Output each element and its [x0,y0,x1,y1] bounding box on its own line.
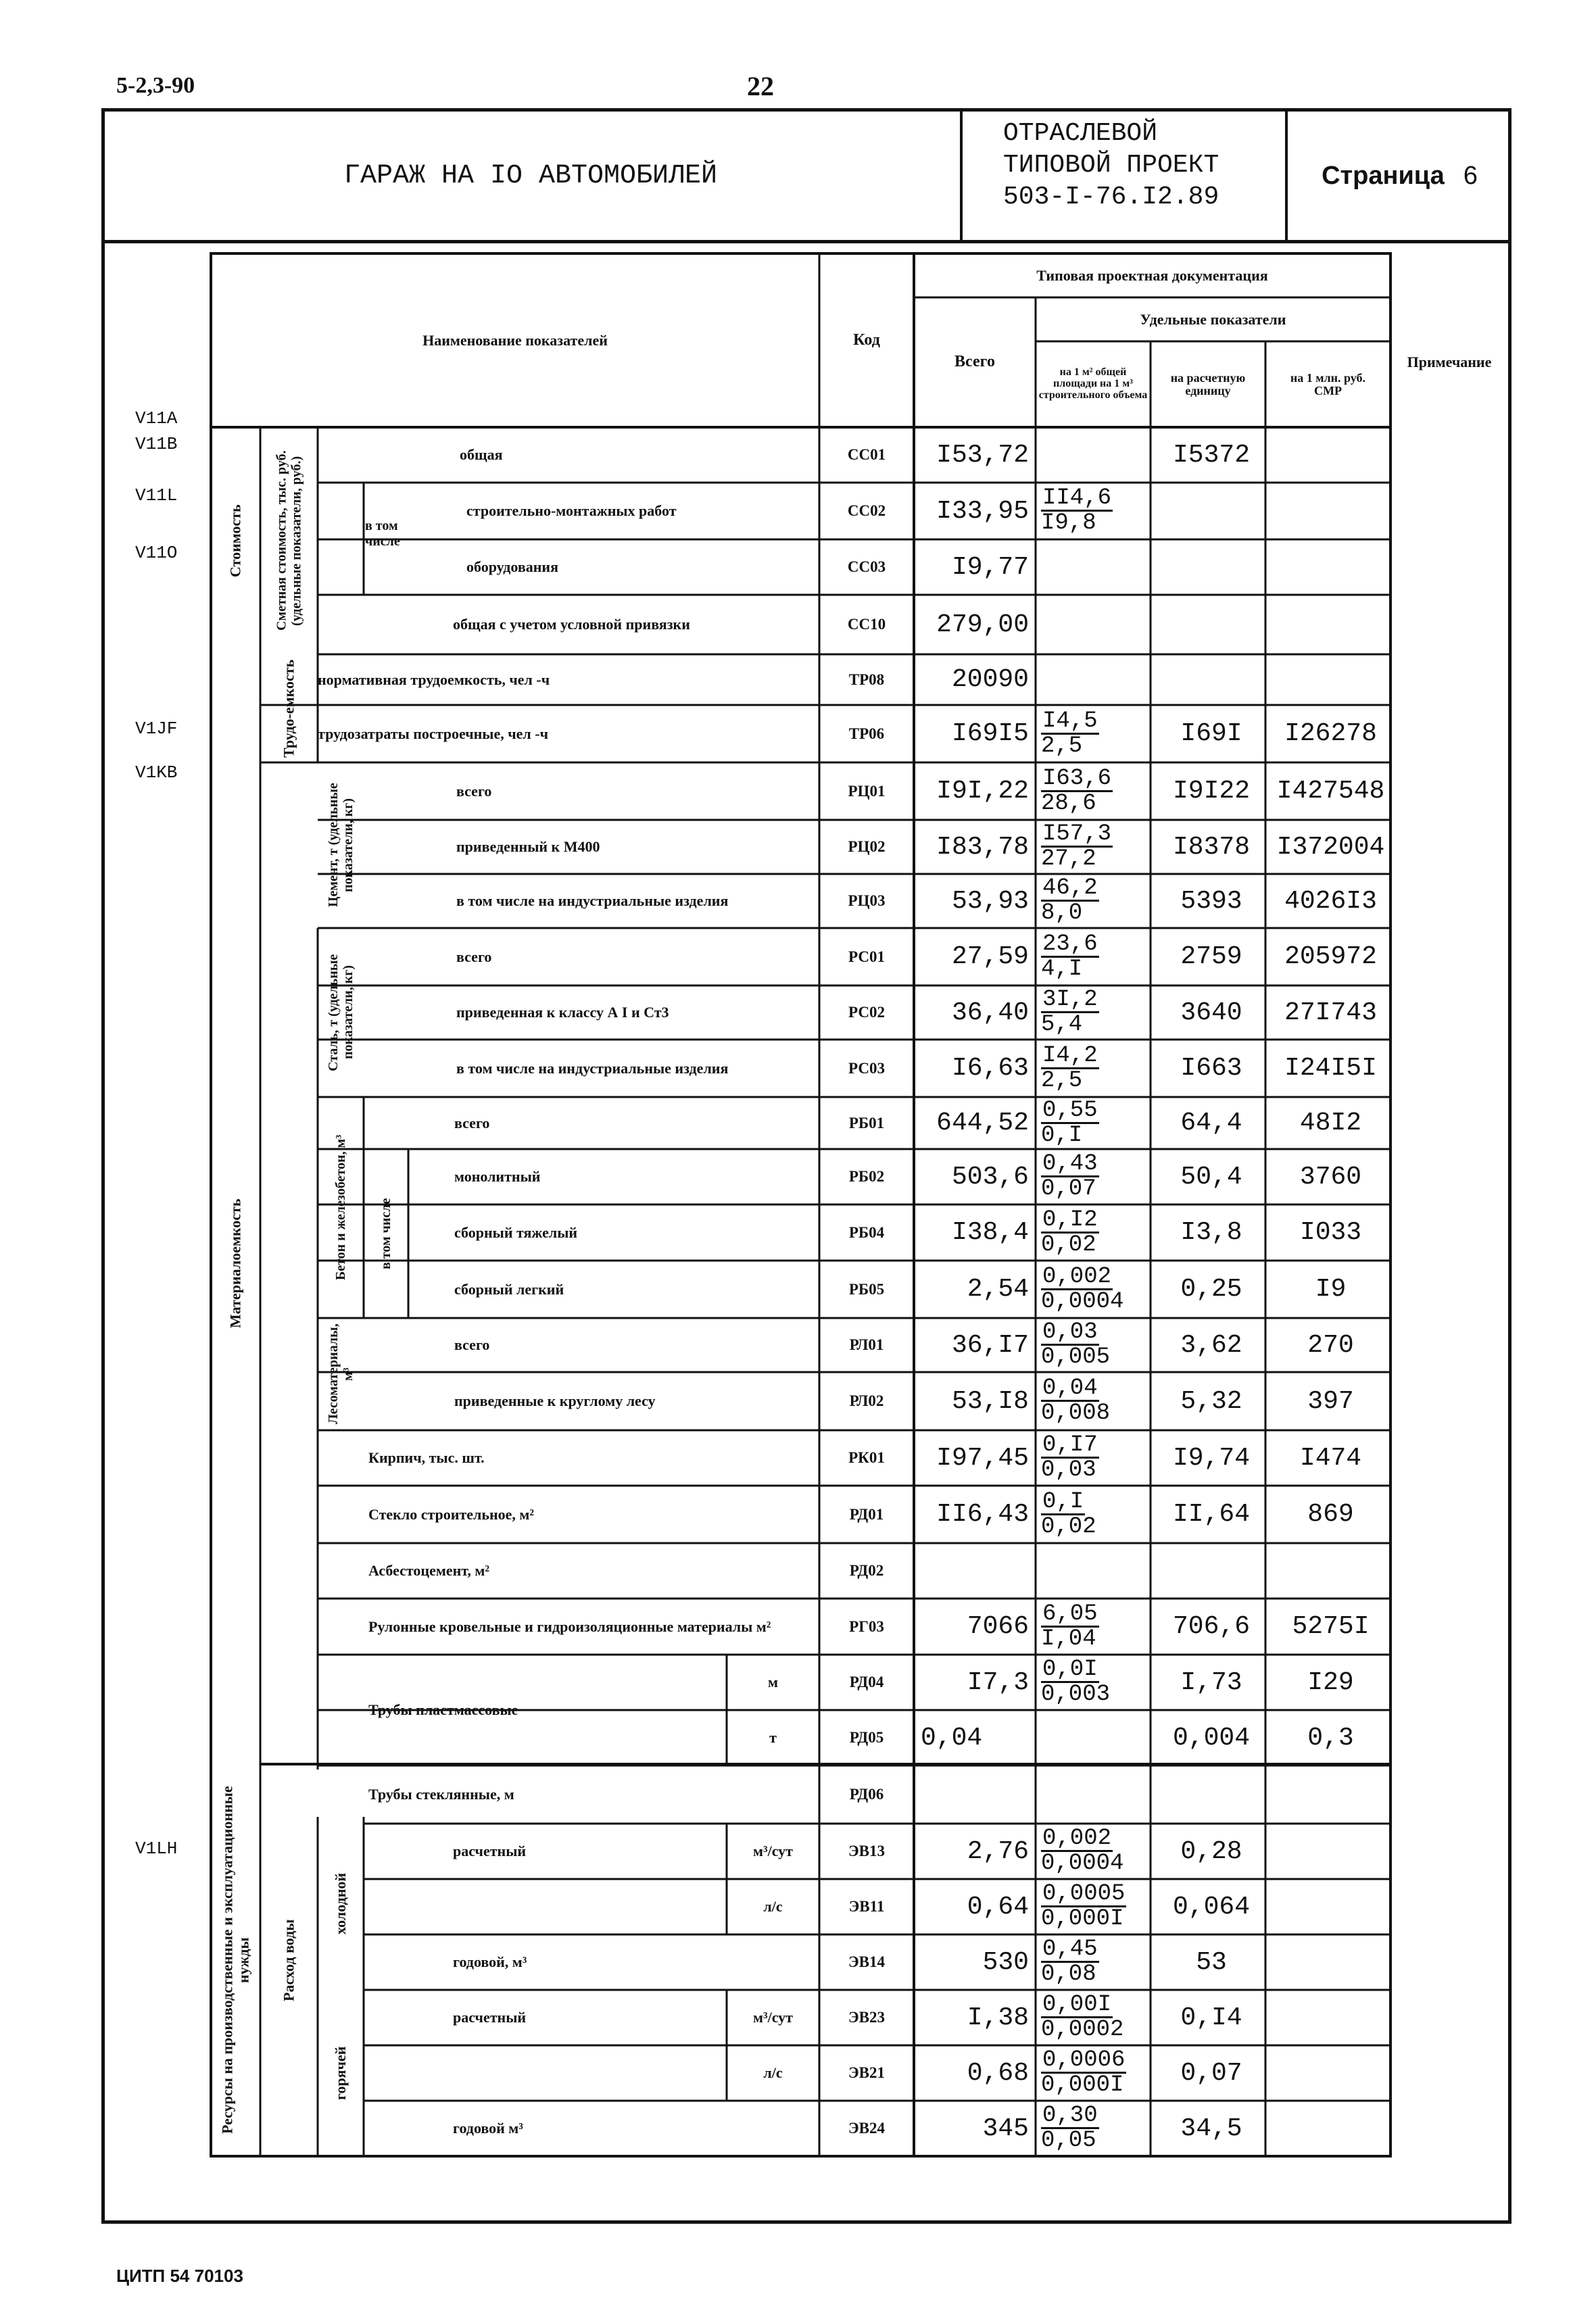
fraction-denominator: 2,5 [1041,733,1083,759]
row-per-mln: 5275I [1292,1612,1370,1641]
row-label: нормативная трудоемкость, чел -ч [318,671,550,688]
institute-stamp: ЦИТП 54 70103 [116,2266,243,2286]
row-per-unit: I,73 [1180,1667,1242,1697]
row-code: ТР06 [848,725,885,742]
group-cost: Стоимость [226,504,244,577]
row-total: 36,40 [951,998,1029,1027]
row-per-mln: 48I2 [1299,1108,1362,1138]
fraction-denominator: 5,4 [1041,1012,1083,1038]
row-total: 530 [982,1947,1029,1977]
row-per-mln: I033 [1299,1218,1362,1247]
page-value: 6 [1463,161,1478,190]
row-code: РД06 [849,1786,884,1803]
row-per-unit: 34,5 [1180,2114,1242,2143]
row-label: общая с учетом условной привязки [453,616,690,633]
row-code: ТР08 [848,671,885,688]
calc-cold-label: расчетный [453,1843,527,1859]
row-per-mln: 0,3 [1307,1723,1354,1753]
row-per-mln: I474 [1299,1443,1362,1473]
row-code: РЛ02 [849,1392,884,1409]
header-total: Всего [954,353,995,371]
row-per-m2-fraction [1041,1152,1099,1200]
row-per-unit [1157,595,1265,654]
row-total: 2,54 [967,1275,1029,1304]
fraction-numerator: 0,I7 [1042,1432,1098,1458]
fraction-denominator: 0,05 [1041,2128,1096,2153]
row-per-m2-fraction [1041,1603,1099,1651]
row-label: Стекло строительное, м² [368,1505,535,1523]
fraction-denominator: 0,07 [1041,1176,1096,1202]
row-per-mln [1271,1543,1391,1599]
row-per-mln: 270 [1307,1330,1354,1360]
fraction-denominator: 0,008 [1041,1400,1111,1426]
row-per-m2-fraction [1041,988,1099,1036]
row-total: I69I5 [951,719,1029,748]
fraction-denominator: 0,02 [1041,1513,1096,1540]
pipes-plastic-label: Трубы пластмассовые [368,1701,518,1718]
row-code: ЭВ23 [848,2009,885,2026]
fraction-numerator: 0,45 [1042,1936,1098,1962]
row-per-unit: I9,74 [1172,1443,1251,1473]
row-per-mln: I9 [1315,1275,1347,1304]
row-label: м³/сут [753,1843,793,1859]
row-per-m2-fraction [1041,877,1099,925]
row-code: РС03 [848,1059,885,1077]
side-mark-4: V11O [135,543,178,563]
row-label: всего [456,948,492,965]
row-total: 53,93 [951,886,1029,916]
row-per-mln: 205972 [1284,942,1377,971]
row-per-m2-fraction [1041,1321,1110,1369]
header-code: Код [853,331,880,349]
fraction-numerator: 0,0005 [1042,1881,1126,1907]
header-per-unit: на расчетную единицу [1170,370,1246,397]
row-per-unit [1157,654,1265,705]
fraction-denominator: 0,0004 [1041,1851,1124,1876]
header-specific: Удельные показатели [1140,310,1286,328]
row-label: Кирпич, тыс. шт. [368,1449,485,1466]
row-label: строительно-монтажных работ [466,502,677,519]
row-total: I9,77 [951,552,1029,582]
row-code: РБ02 [848,1168,885,1185]
row-per-unit: II,64 [1172,1500,1251,1529]
header-per-mln: на 1 млн. руб. СМР [1290,370,1366,397]
fraction-denominator: 0,0002 [1041,2017,1124,2043]
row-label: всего [456,782,492,800]
row-code: ЭВ21 [848,2064,885,2081]
row-per-mln: 3760 [1299,1162,1362,1192]
page-number: 22 [747,71,774,101]
row-total: I83,78 [936,832,1029,862]
row-per-m2-fraction [1041,1490,1096,1538]
fraction-numerator: II4,6 [1042,485,1112,511]
row-per-mln: 397 [1307,1386,1354,1416]
row-per-mln [1271,1765,1391,1824]
row-per-unit: I69I [1180,719,1242,748]
group-cold: холодной [331,1872,349,1934]
fraction-numerator: 0,00I [1042,1992,1112,2018]
fraction-denominator: 0,I [1041,1122,1083,1148]
row-per-unit: 2759 [1180,942,1242,971]
row-code: ЭВ11 [848,1898,885,1915]
row-per-m2-fraction [1041,1377,1110,1425]
group-steel: Сталь, т (удельные показатели, кг) [326,954,356,1071]
row-code: РЦ03 [848,892,886,909]
fraction-denominator: 0,005 [1041,1344,1111,1370]
row-total: 20090 [951,665,1029,694]
row-total: I33,95 [936,496,1029,526]
row-per-m2-fraction [1041,1882,1126,1930]
row-per-mln [1271,1934,1391,1990]
side-mark-2: V11B [135,434,178,454]
row-per-m2-fraction [1041,933,1099,981]
row-label: оборудования [466,558,558,575]
row-label: монолитный [454,1168,541,1185]
row-total: 0,68 [967,2058,1029,2088]
row-total: 2,76 [967,1836,1029,1866]
row-per-mln: I29 [1307,1667,1354,1697]
row-total: I9I,22 [936,777,1029,806]
row-total: 279,00 [936,610,1029,639]
row-per-mln: I427548 [1276,777,1385,806]
fraction-numerator: 46,2 [1042,875,1098,901]
document-title: ГАРАЖ НА IO АВТОМОБИЛЕЙ [343,160,718,191]
fraction-denominator: 27,2 [1041,846,1096,872]
side-mark-5: V1JF [135,718,178,739]
row-code: РБ04 [848,1223,885,1241]
row-code: РС02 [848,1004,885,1021]
row-label: приведенные к круглому лесу [454,1392,656,1409]
group-water: Расход воды [280,1919,297,2001]
fraction-denominator: 28,6 [1041,790,1096,817]
row-label: Рулонные кровельные и гидроизоляционные материалы м² [368,1617,771,1635]
row-per-unit: 3640 [1180,998,1242,1027]
row-total: 7066 [967,1612,1029,1641]
group-labor: Трудо-емкость [280,659,297,758]
row-per-m2-fraction [1041,1658,1110,1706]
row-per-unit: 0,004 [1172,1723,1251,1753]
fraction-numerator: 0,03 [1042,1319,1098,1345]
row-label: м [768,1674,778,1690]
calc-hot-label: расчетный [453,2009,527,2026]
row-code: РБ05 [848,1280,885,1298]
row-label: в том числе на индустриальные изделия [456,892,729,909]
header-typical: Типовая проектная документация [1036,266,1268,284]
row-per-unit: 0,25 [1180,1275,1242,1304]
group-hot: горячей [331,2046,349,2100]
row-label: Трубы стеклянные, м [368,1786,514,1803]
row-per-unit: 0,I4 [1180,2003,1242,2032]
row-per-unit: 5393 [1180,886,1242,916]
row-code: РГ03 [849,1617,884,1635]
row-per-unit: I5372 [1172,440,1251,470]
row-label: т [769,1729,777,1746]
row-total [914,1543,1029,1599]
fraction-numerator: 0,0006 [1042,2047,1126,2073]
fraction-numerator: I63,6 [1042,765,1112,791]
group-cement: Цемент, т (удельные показатели, кг) [326,783,356,908]
row-label: общая [460,446,503,463]
row-per-m2-fraction [1041,487,1113,535]
row-total: I6,63 [951,1054,1029,1083]
row-code: СС02 [847,502,886,519]
row-code: РД04 [849,1674,884,1690]
row-per-mln [1271,1990,1391,2045]
row-label: м³/сут [753,2009,793,2026]
row-per-m2-fraction [1041,1993,1123,2041]
header-name: Наименование показателей [422,331,608,349]
row-per-unit [1157,539,1265,595]
fraction-denominator: I9,8 [1041,510,1096,536]
row-per-unit: 0,064 [1172,1892,1251,1922]
fraction-denominator: 0,03 [1041,1457,1096,1483]
row-per-m2-fraction [1041,710,1099,758]
row-per-unit: 706,6 [1172,1612,1251,1641]
fraction-numerator: 0,0I [1042,1657,1098,1682]
row-per-m2-fraction [1041,1434,1099,1482]
row-code: СС03 [847,558,886,575]
group-estimate: Сметная стоимость, тыс. руб. (удельные показатели, руб.) [274,450,304,631]
row-total: I38,4 [951,1218,1029,1247]
row-total: I97,45 [936,1443,1029,1473]
row-total [914,1765,1029,1824]
estimate-incl-label: в том числе [365,518,400,549]
row-total: 644,52 [936,1108,1029,1138]
row-code: СС01 [847,446,886,463]
row-per-m2-fraction [1041,1938,1099,1986]
fraction-numerator: 3I,2 [1042,987,1098,1013]
fraction-numerator: I4,5 [1042,708,1098,734]
row-per-unit: 0,28 [1180,1836,1242,1866]
row-per-unit: I3,8 [1180,1218,1242,1247]
row-per-unit [1157,1765,1265,1824]
row-per-unit: 53 [1196,1947,1227,1977]
fraction-denominator: 0,000I [1041,2072,1124,2098]
fraction-denominator: 4,I [1041,956,1083,982]
row-per-mln [1271,539,1391,595]
sheet-code: 5-2,3-90 [116,73,195,98]
row-label: Асбестоцемент, м² [368,1562,489,1579]
row-total: 0,64 [967,1892,1029,1922]
row-per-unit [1157,1543,1265,1599]
side-mark-1: V11A [135,408,178,429]
row-per-unit: I663 [1180,1054,1242,1083]
row-total: 0,04 [921,1723,983,1753]
group-incl-concrete: в том числе [379,1198,393,1269]
header-note: Примечание [1407,354,1492,371]
fraction-numerator: 0,04 [1042,1375,1098,1401]
row-label: л/с [763,1898,783,1915]
row-per-mln [1271,483,1391,539]
row-code: ЭВ13 [848,1843,885,1859]
row-label: л/с [763,2064,783,2081]
row-per-mln [1271,2045,1391,2101]
group-concrete: Бетон и железобетон, м³ [333,1134,348,1281]
fraction-denominator: 0,08 [1041,1961,1096,1987]
fraction-numerator: I4,2 [1042,1042,1098,1069]
row-code: СС10 [847,616,886,633]
side-mark-3: V11L [135,485,178,506]
row-label: приведенная к классу А I и Ст3 [456,1004,669,1021]
row-per-mln [1271,427,1391,483]
row-code: ЭВ14 [848,1953,885,1970]
group-resources: Ресурсы на производственные и эксплуатационные нужды [218,1786,252,2135]
row-per-m2-fraction [1041,1044,1099,1092]
row-code: РД02 [849,1562,884,1579]
row-per-mln: I24I5I [1284,1054,1377,1083]
row-per-m2-fraction [1041,1265,1123,1313]
row-total: 27,59 [951,942,1029,971]
row-total: 36,I7 [951,1330,1029,1360]
fraction-numerator: I57,3 [1042,821,1112,847]
row-per-unit [1157,483,1265,539]
row-per-unit: 50,4 [1180,1162,1242,1192]
row-per-mln: 4026I3 [1284,886,1377,916]
row-per-mln [1271,1824,1391,1879]
row-label: приведенный к М400 [456,838,600,855]
row-per-mln: I26278 [1284,719,1377,748]
row-per-unit: I9I22 [1172,777,1251,806]
row-code: ЭВ24 [848,2120,885,2137]
row-per-m2-fraction [1041,1099,1099,1147]
row-per-mln: 869 [1307,1500,1354,1529]
row-per-mln: I372004 [1276,832,1385,862]
row-code: РК01 [848,1449,885,1466]
row-code: РД05 [849,1729,884,1746]
fraction-numerator: 0,002 [1042,1826,1112,1851]
fraction-denominator: 0,0004 [1041,1288,1124,1315]
fraction-denominator: 2,5 [1041,1067,1083,1094]
row-code: РЦ01 [848,782,886,800]
row-total: 345 [982,2114,1029,2143]
row-per-unit: 0,07 [1180,2058,1242,2088]
row-code: РС01 [848,948,885,965]
row-per-m2-fraction [1041,823,1113,871]
fraction-numerator: 0,I2 [1042,1207,1098,1233]
row-label: годовой, м³ [453,1953,527,1970]
row-label: в том числе на индустриальные изделия [456,1059,729,1077]
row-per-unit: 5,32 [1180,1386,1242,1416]
row-label: сборный тяжелый [454,1223,578,1241]
fraction-numerator: 0,002 [1042,1263,1112,1290]
fraction-numerator: 0,30 [1042,2103,1098,2128]
project-line-2: ТИПОВОЙ ПРОЕКТ [1003,151,1219,180]
fraction-denominator: 0,000I [1041,1906,1124,1932]
row-label: годовой м³ [453,2120,523,2137]
group-timber: Лесоматериалы, м³ [326,1323,356,1425]
row-per-m2-fraction [1041,2104,1099,2152]
fraction-denominator: 0,003 [1041,1682,1111,1707]
project-line-1: ОТРАСЛЕВОЙ [1003,119,1158,148]
row-code: РЛ01 [849,1336,884,1353]
row-total: 503,6 [951,1162,1029,1192]
header-per-m2: на 1 м² общей площади на 1 м³ строительного объема [1038,366,1148,401]
side-mark-6: V1KB [135,762,178,783]
group-materials: Материалоемкость [226,1198,244,1328]
row-per-m2-fraction [1041,2049,1126,2097]
row-per-unit: 3,62 [1180,1330,1242,1360]
fraction-denominator: I,04 [1041,1626,1096,1652]
row-label: всего [454,1114,490,1131]
fraction-denominator: 8,0 [1041,900,1083,926]
row-label: сборный легкий [454,1280,564,1298]
row-per-mln [1271,1879,1391,1934]
row-total: I,38 [967,2003,1029,2032]
row-per-mln [1271,2101,1391,2156]
row-per-m2-fraction [1041,767,1113,815]
row-per-m2-fraction [1041,1827,1123,1875]
row-label: всего [454,1336,490,1353]
project-line-3: 503-I-76.I2.89 [1003,182,1219,212]
fraction-numerator: 23,6 [1042,931,1098,957]
row-total: 53,I8 [951,1386,1029,1416]
row-total: I53,72 [936,440,1029,470]
row-per-unit: 64,4 [1180,1108,1242,1138]
fraction-numerator: 6,05 [1042,1601,1098,1627]
row-total: II6,43 [936,1500,1029,1529]
row-code: РБ01 [848,1114,885,1131]
row-code: РД01 [849,1505,884,1523]
fraction-numerator: 0,55 [1042,1097,1098,1123]
row-code: РЦ02 [848,838,886,855]
row-per-m2-fraction [1041,1209,1099,1257]
page-label: Страница [1322,161,1445,190]
row-total: I7,3 [967,1667,1029,1697]
row-per-unit: I8378 [1172,832,1251,862]
row-per-mln [1271,595,1391,654]
side-mark-7: V1LH [135,1838,178,1859]
fraction-numerator: 0,I [1042,1488,1084,1515]
row-per-mln [1271,654,1391,705]
row-label: трудозатраты построечные, чел -ч [318,725,548,742]
fraction-numerator: 0,43 [1042,1151,1098,1177]
fraction-denominator: 0,02 [1041,1232,1096,1258]
row-per-mln: 27I743 [1284,998,1377,1027]
